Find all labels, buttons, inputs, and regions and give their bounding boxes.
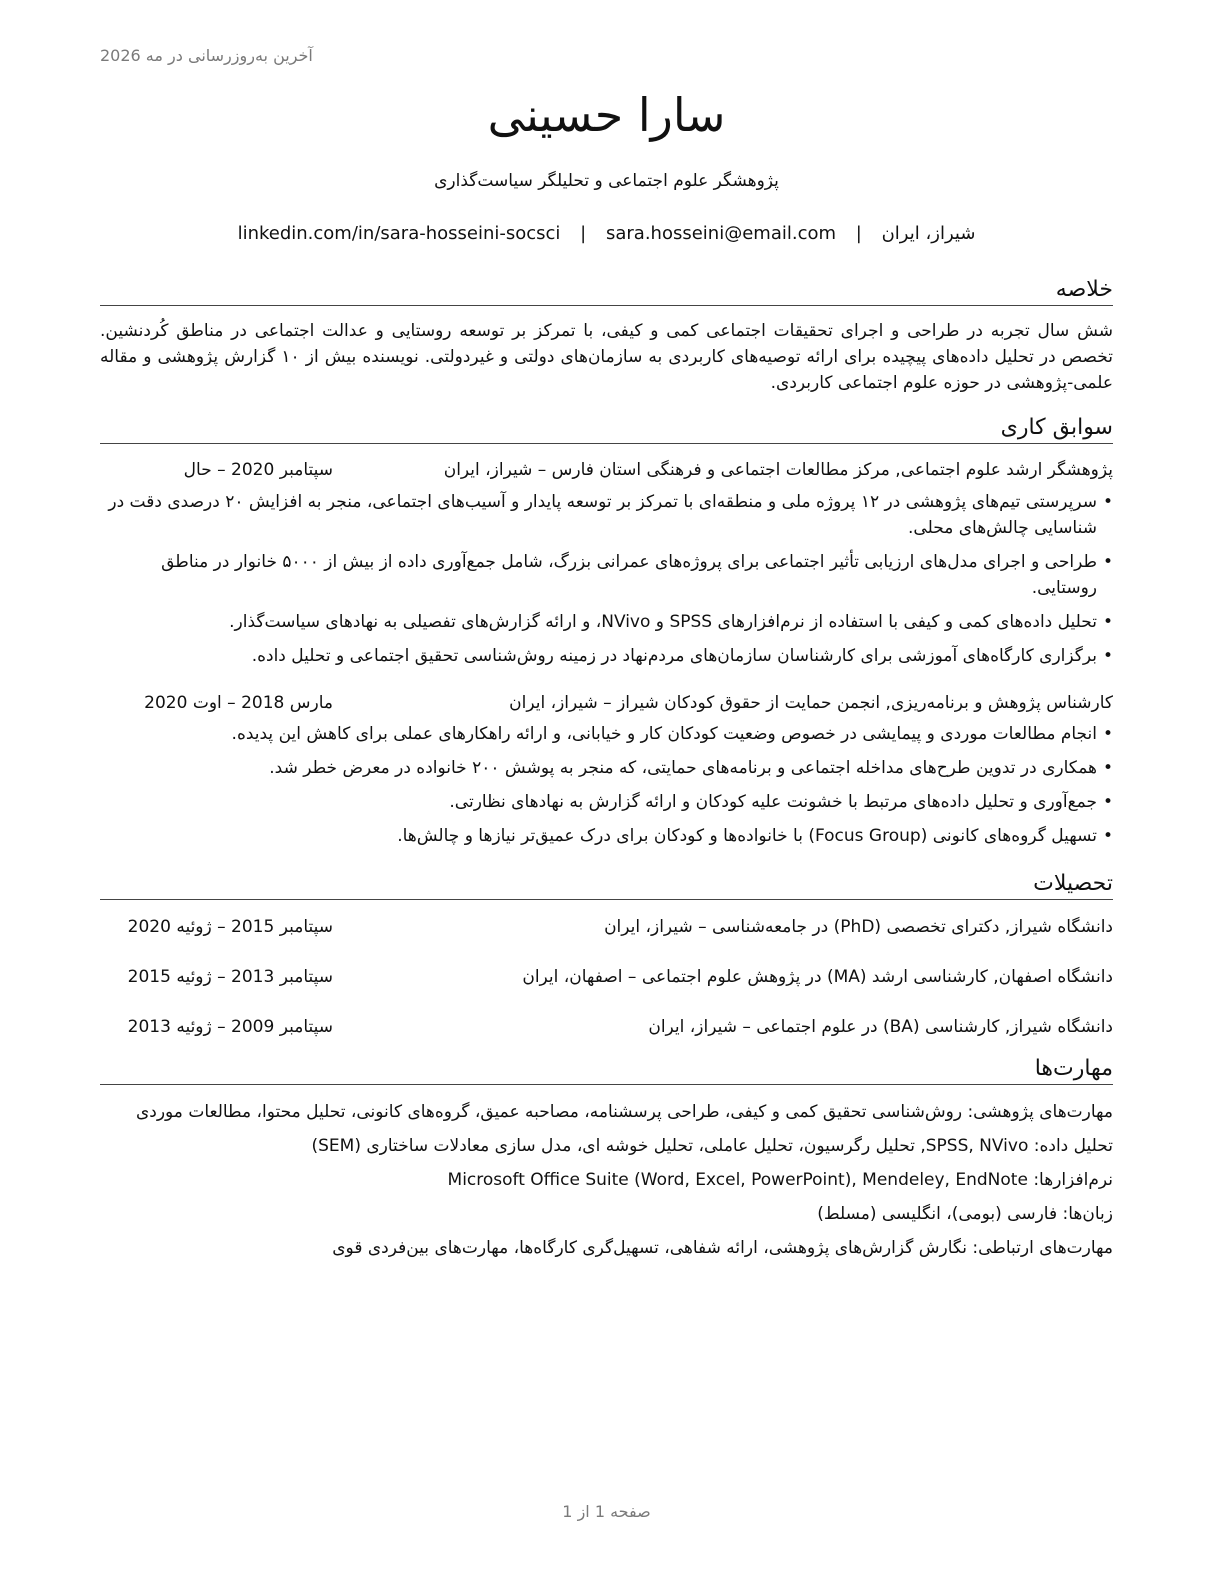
- contact-email[interactable]: sara.hosseini@email.com: [605, 223, 837, 244]
- education-dates: سپتامبر 2015 – ژوئیه 2020: [127, 917, 333, 937]
- education-dates: سپتامبر 2013 – ژوئیه 2015: [127, 967, 333, 987]
- job-header: [100, 457, 1113, 483]
- skill-label: مهارت‌های پژوهشی:: [967, 1102, 1113, 1122]
- contact-linkedin[interactable]: linkedin.com/in/sara-hosseini-socsci: [237, 223, 561, 244]
- education-row: [100, 1014, 1113, 1040]
- education-degree: دانشگاه شیراز, کارشناسی (BA) در علوم اجتماعی – شیراز، ایران: [648, 1017, 1113, 1037]
- skill-item: [100, 1201, 1113, 1227]
- skill-value: SPSS, NVivo, تحلیل رگرسیون، تحلیل عاملی، تحلیل خوشه ای، مدل سازی معادلات ساختاری (SEM): [311, 1136, 1029, 1156]
- skill-label: مهارت‌های ارتباطی:: [972, 1238, 1113, 1258]
- summary-text: شش سال تجربه در طراحی و اجرای تحقیقات اجتماعی کمی و کیفی، با تمرکز بر توسعه روستایی و عدالت اجتماعی در مناطق کُردنشین. تخصص در تحلیل داده‌های پیچیده برای ارائه توصیه‌های کاربردی به سازمان‌های دولتی و غیردولتی. نویسنده بیش از ۱۰ گزارش پژوهشی و مقاله علمی-پژوهشی در حوزه علوم اجتماعی کاربردی.: [100, 321, 1113, 393]
- list-item: • تسهیل گروه‌های کانونی (Focus Group) با خانواده‌ها و کودکان برای درک عمیق‌تر نیازها و چالش‌ها.: [100, 823, 1113, 849]
- skill-item: [100, 1099, 1113, 1125]
- contact-separator: |: [855, 223, 862, 244]
- list-item: • انجام مطالعات موردی و پیمایشی در خصوص وضعیت کودکان کار و خیابانی، و ارائه راهکارهای عملی برای کاهش این پدیده.: [100, 721, 1113, 747]
- section-title-experience: سوابق کاری: [100, 414, 1113, 444]
- list-item: • تحلیل داده‌های کمی و کیفی با استفاده از نرم‌افزارهای SPSS و NVivo، و ارائه گزارش‌های تفصیلی به نهادهای سیاست‌گذار.: [100, 609, 1113, 635]
- person-name: سارا حسینی: [487, 88, 726, 142]
- skill-label: نرم‌افزارها:: [1033, 1170, 1113, 1190]
- skills-list: [100, 1099, 1113, 1269]
- list-item: • همکاری در تدوین طرح‌های مداخله اجتماعی و برنامه‌های حمایتی، که منجر به پوشش ۲۰۰ خانواده در معرض خطر شد.: [100, 755, 1113, 781]
- education-row: [100, 914, 1113, 940]
- skill-value: روش‌شناسی تحقیق کمی و کیفی، طراحی پرسشنامه، مصاحبه عمیق، گروه‌های کانونی، تحلیل محتوا، مطالعات موردی: [135, 1102, 963, 1122]
- skill-item: [100, 1167, 1113, 1193]
- skill-value: فارسی (بومی)، انگلیسی (مسلط): [817, 1204, 1058, 1224]
- list-item: • طراحی و اجرای مدل‌های ارزیابی تأثیر اجتماعی برای پروژه‌های عمرانی بزرگ، شامل جمع‌آوری داده از بیش از ۵۰۰۰ خانوار در مناطق روستایی.: [100, 549, 1113, 601]
- skill-label: زبان‌ها:: [1062, 1204, 1113, 1224]
- last-updated: آخرین به‌روزرسانی در مه 2026: [100, 46, 313, 65]
- skill-item: [100, 1133, 1113, 1159]
- job-title: کارشناس پژوهش و برنامه‌ریزی, انجمن حمایت از حقوق کودکان شیراز – شیراز، ایران: [509, 693, 1113, 713]
- job-dates: سپتامبر 2020 – حال: [183, 460, 333, 480]
- skill-label: تحلیل داده:: [1033, 1136, 1113, 1156]
- job-subtitle: پژوهشگر علوم اجتماعی و تحلیلگر سیاست‌گذاری: [434, 171, 779, 191]
- contact-line: [100, 223, 1113, 244]
- resume-page: [100, 0, 1113, 1584]
- skill-value: Microsoft Office Suite (Word, Excel, PowerPoint), Mendeley, EndNote: [447, 1170, 1028, 1190]
- list-item: • سرپرستی تیم‌های پژوهشی در ۱۲ پروژه ملی و منطقه‌ای با تمرکز بر توسعه پایدار و آسیب‌های اجتماعی، منجر به افزایش ۲۰ درصدی دقت در شناسایی چالش‌های محلی.: [100, 489, 1113, 541]
- contact-location: شیراز، ایران: [881, 223, 976, 244]
- skill-value: نگارش گزارش‌های پژوهشی، ارائه شفاهی، تسهیل‌گری کارگاه‌ها، مهارت‌های بین‌فردی قوی: [332, 1238, 967, 1258]
- education-dates: سپتامبر 2009 – ژوئیه 2013: [127, 1017, 333, 1037]
- list-item: • جمع‌آوری و تحلیل داده‌های مرتبط با خشونت علیه کودکان و ارائه گزارش به نهادهای نظارتی.: [100, 789, 1113, 815]
- contact-separator: |: [580, 223, 587, 244]
- list-item: • برگزاری کارگاه‌های آموزشی برای کارشناسان سازمان‌های مردم‌نهاد در زمینه روش‌شناسی تحقیق اجتماعی و تحلیل داده.: [100, 643, 1113, 669]
- job-bullets: [100, 721, 1113, 857]
- skill-item: [100, 1235, 1113, 1261]
- section-title-education: تحصیلات: [100, 870, 1113, 900]
- job-title: پژوهشگر ارشد علوم اجتماعی, مرکز مطالعات اجتماعی و فرهنگی استان فارس – شیراز، ایران: [443, 460, 1113, 480]
- section-title-summary: خلاصه: [100, 276, 1113, 306]
- section-title-skills: مهارت‌ها: [100, 1055, 1113, 1085]
- job-bullets: [100, 489, 1113, 677]
- education-degree: دانشگاه اصفهان, کارشناسی ارشد (MA) در پژوهش علوم اجتماعی – اصفهان، ایران: [522, 967, 1113, 987]
- page-number: صفحه 1 از 1: [562, 1502, 651, 1521]
- education-row: [100, 964, 1113, 990]
- job-dates: مارس 2018 – اوت 2020: [144, 693, 333, 713]
- job-header: [100, 690, 1113, 716]
- education-degree: دانشگاه شیراز, دکترای تخصصی (PhD) در جامعه‌شناسی – شیراز، ایران: [604, 917, 1113, 937]
